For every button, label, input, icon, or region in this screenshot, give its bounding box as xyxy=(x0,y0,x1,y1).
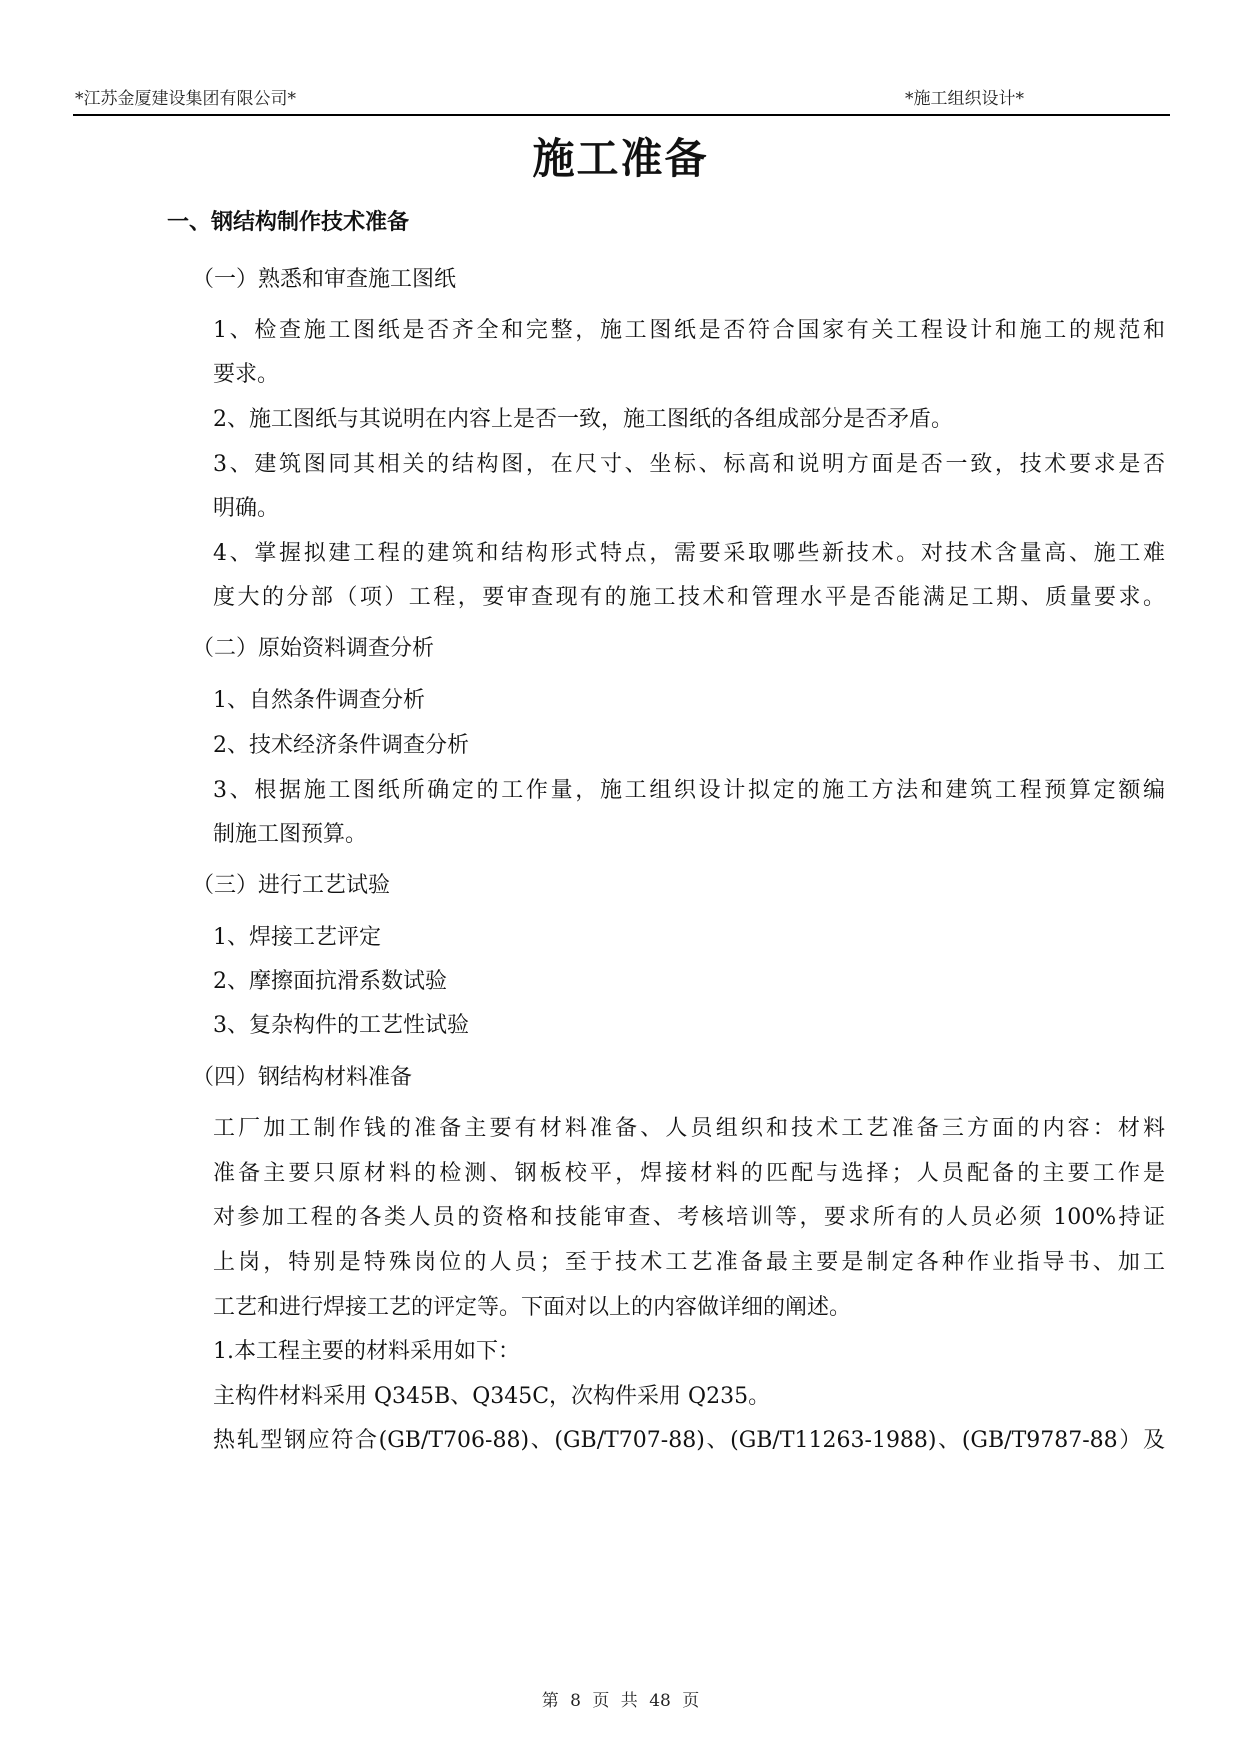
header-company: *江苏金厦建设集团有限公司* xyxy=(75,89,296,109)
paragraph-line: 准备主要只原材料的检测、钢板校平，焊接材料的匹配与选择；人员配备的主要工作是 xyxy=(213,1161,1165,1186)
paragraph-line: 1、焊接工艺评定 xyxy=(213,925,381,950)
header-divider xyxy=(73,114,1170,116)
subsection-title: （四）钢结构材料准备 xyxy=(192,1065,413,1090)
paragraph-line: 2、施工图纸与其说明在内容上是否一致，施工图纸的各组成部分是否矛盾。 xyxy=(213,407,953,432)
paragraph-line: 度大的分部（项）工程，要审查现有的施工技术和管理水平是否能满足工期、质量要求。 xyxy=(213,585,1165,610)
paragraph-line: 2、摩擦面抗滑系数试验 xyxy=(213,969,447,994)
paragraph-line: 2、技术经济条件调查分析 xyxy=(213,733,469,758)
page-number-footer: 第 8 页 共 48 页 xyxy=(541,1691,700,1711)
paragraph-line: 1.本工程主要的材料采用如下： xyxy=(213,1339,520,1364)
section-heading: 一、钢结构制作技术准备 xyxy=(167,210,410,235)
paragraph-line: 工厂加工制作钱的准备主要有材料准备、人员组织和技术工艺准备三方面的内容：材料 xyxy=(213,1116,1165,1141)
subsection-title: （三）进行工艺试验 xyxy=(192,873,391,898)
paragraph-line: 3、建筑图同其相关的结构图，在尺寸、坐标、标高和说明方面是否一致，技术要求是否 xyxy=(213,452,1165,477)
paragraph-line: 工艺和进行焊接工艺的评定等。下面对以上的内容做详细的阐述。 xyxy=(213,1295,852,1320)
subsection-title: （一）熟悉和审查施工图纸 xyxy=(192,267,457,292)
paragraph-line: 1、检查施工图纸是否齐全和完整，施工图纸是否符合国家有关工程设计和施工的规范和 xyxy=(213,318,1165,343)
page-title: 施工准备 xyxy=(532,134,709,183)
paragraph-line: 3、复杂构件的工艺性试验 xyxy=(213,1013,469,1038)
paragraph-line: 要求。 xyxy=(213,362,280,387)
paragraph-line: 对参加工程的各类人员的资格和技能审查、考核培训等，要求所有的人员必须 100%持证 xyxy=(213,1205,1165,1230)
paragraph-line: 上岗，特别是特殊岗位的人员；至于技术工艺准备最主要是制定各种作业指导书、加工 xyxy=(213,1250,1165,1275)
paragraph-line: 制施工图预算。 xyxy=(213,822,368,847)
paragraph-line: 1、自然条件调查分析 xyxy=(213,688,425,713)
paragraph-line: 热轧型钢应符合(GB/T706-88)、(GB/T707-88)、(GB/T11263-1988)、(GB/T9787-88）及 xyxy=(213,1428,1165,1453)
paragraph-line: 主构件材料采用 Q345B、Q345C，次构件采用 Q235。 xyxy=(213,1384,771,1409)
subsection-title: （二）原始资料调查分析 xyxy=(192,636,435,661)
paragraph-line: 3、根据施工图纸所确定的工作量，施工组织设计拟定的施工方法和建筑工程预算定额编 xyxy=(213,778,1165,803)
paragraph-line: 4、掌握拟建工程的建筑和结构形式特点，需要采取哪些新技术。对技术含量高、施工难 xyxy=(213,541,1165,566)
paragraph-line: 明确。 xyxy=(213,496,280,521)
header-document-title: *施工组织设计* xyxy=(905,89,1024,109)
